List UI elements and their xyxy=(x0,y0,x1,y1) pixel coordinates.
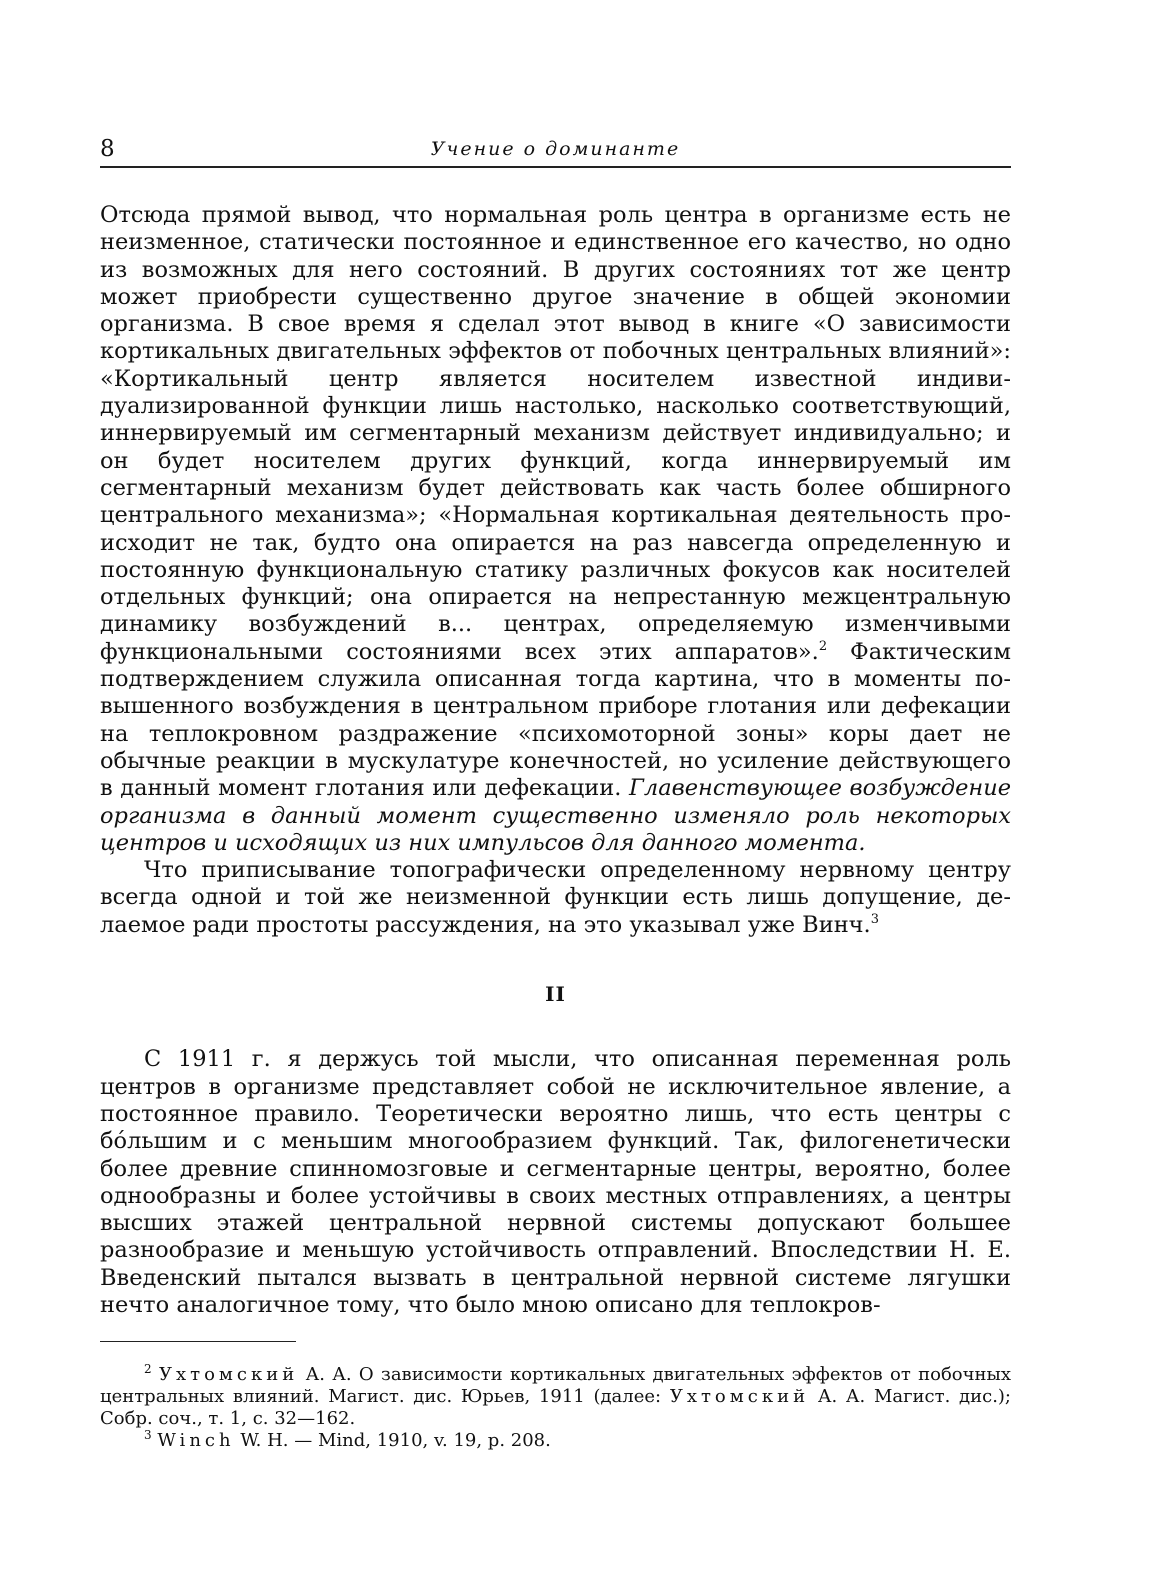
paragraph-1-continuation: Фактическим подтверждением служила описанная тогда картина, что в моменты повышенного возбуждения в центральном приборе глотания или дефекации на теплокровном раздражение «психомоторной зоны» коры дает не обычные реакции в мускулатуре конечностей, но усиление действующего в данный момент глотания или дефекации. xyxy=(100,638,1012,802)
footnote-ref-2: 2 xyxy=(818,638,828,654)
footnote-text: А. А. Магист. дис.); Собр. соч., т. 1, с. 32—162. xyxy=(100,1386,1011,1430)
running-title: Учение о доминанте xyxy=(430,138,681,160)
page-number: 8 xyxy=(100,136,115,162)
paragraph-1 xyxy=(100,202,1011,857)
document-page xyxy=(100,130,1011,1452)
section-heading: II xyxy=(545,982,566,1007)
footnote-author: Ухтомский xyxy=(158,1364,299,1386)
paragraph-1-text: Отсюда прямой вывод, что нормальная роль центра в организме есть не неизменное, статически постоянное и единственное его качество, но одно из возможных для него состояний. В других состояниях тот же центр может приобрести существенно другое значение в общей экономии организма. В свое время я сделал этот вывод в книге «О зависимости кортикальных двигательных эффектов от побочных центральных влияний»: «Кортикальный центр является носителем известной индивидуализированной функции лишь настолько, насколько соответствующий, иннервируемый им сегментарный механизм действует индивидуально; и он будет носителем других функций, когда иннервируемый им сегментарный механизм будет действовать как часть более обширного центрального механизма»; «Нормальная кортикальная деятельность происходит не так, будто она опирается на раз навсегда определенную и постоянную функциональную статику различных фокусов как носителей отдельных функций; она опирается на непрестанную межцентральную динамику возбуждений в... центрах, определяемую изменчивыми функциональными состояниями всех этих аппаратов». xyxy=(100,202,1011,665)
footnote-marker: 2 xyxy=(144,1362,152,1377)
footnote-text: W. H. — Mind, 1910, v. 19, p. 208. xyxy=(234,1430,551,1452)
footnote-ref-3: 3 xyxy=(870,911,879,927)
paragraph-2-text: Что приписывание топографически определенному нервному центру всегда одной и той же неизменной функции есть лишь допущение, делаемое ради простоты рассуждения, на это указывал уже Винч. xyxy=(100,857,1011,938)
footnote-3 xyxy=(100,1430,1011,1452)
footnote-divider xyxy=(100,1341,296,1342)
footnote-marker: 3 xyxy=(144,1428,152,1443)
body-text xyxy=(100,202,1011,1319)
footnote-text: А. А. О зависимости кортикальных двигательных эффектов от побочных центральных влияний. Магист. дис. Юрьев, 1911 (далее: xyxy=(100,1364,1011,1408)
footnotes xyxy=(100,1364,1011,1452)
page-header xyxy=(100,130,1011,168)
paragraph-2 xyxy=(100,857,1011,939)
paragraph-1-italic-emphasis: Главенствующее возбуждение организма в данный момент существенно изменяло роль некоторых центров и исходящих из них импульсов для данного момента. xyxy=(100,775,1012,856)
paragraph-3 xyxy=(100,1046,1011,1319)
footnote-author: Winch xyxy=(157,1430,235,1452)
paragraph-3-text: С 1911 г. я держусь той мысли, что описанная переменная роль центров в организме представляет собой не исключительное явление, а постоянное правило. Теоретически вероятно лишь, что есть центры с бóльшим и с меньшим многообразием функций. Так, филогенетически более древние спинномозговые и сегментарные центры, вероятно, более однообразны и более устойчивы в своих местных отправлениях, а центры высших этажей центральной нервной системы допускают большее разнообразие и меньшую устойчивость отправлений. Впоследствии Н. Е. Введенский пытался вызвать в центральной нервной системе лягушки нечто аналогичное тому, что было мною описано для теплокров- xyxy=(100,1046,1011,1318)
footnote-2 xyxy=(100,1364,1011,1430)
footnote-author: Ухтомский xyxy=(669,1386,810,1408)
